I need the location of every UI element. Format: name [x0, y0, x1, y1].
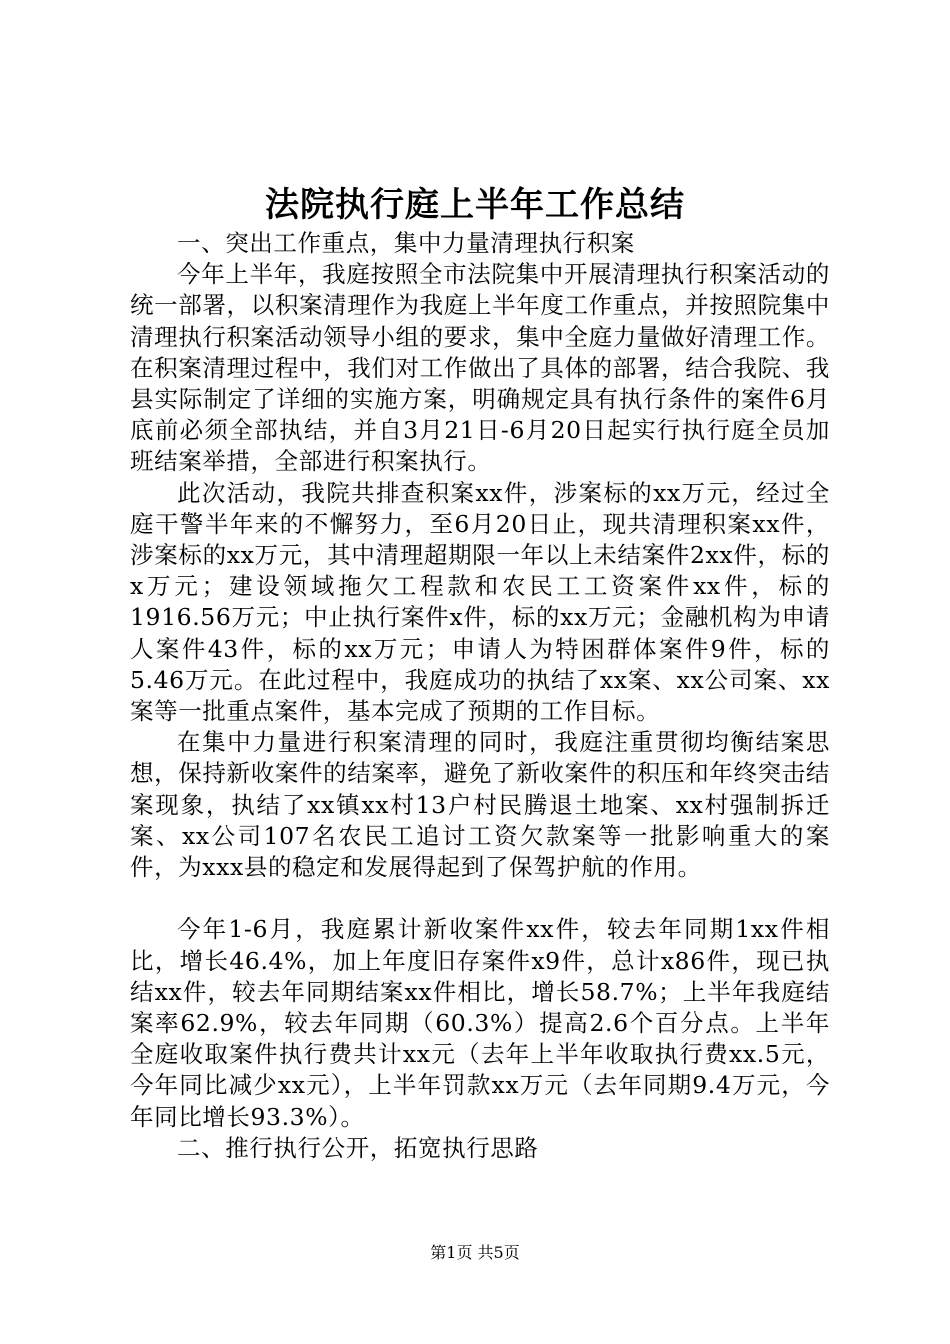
paragraph-1: 今年上半年，我庭按照全市法院集中开展清理执行积案活动的统一部署，以积案清理作为我庭上半年度工作重点，并按照院集中清理执行积案活动领导小组的要求，集中全庭力量做好清理工作。在积案清理过程中，我们对工作做出了具体的部署，结合我院、我县实际制定了详细的实施方案，明确规定具有执行条件的案件6月底前必须全部执结，并自3月21日-6月20日起实行执行庭全员加班结案举措，全部进行积案执行。: [130, 260, 830, 476]
paragraph-2: 此次活动，我院共排查积案xx件，涉案标的xx万元，经过全庭干警半年来的不懈努力，至6月20日止，现共清理积案xx件，涉案标的xx万元，其中清理超期限一年以上未结案件2xx件，标的x万元；建设领域拖欠工程款和农民工工资案件xx件，标的1916.56万元；中止执行案件x件，标的xx万元；金融机构为申请人案件43件，标的xx万元；申请人为特困群体案件9件，标的5.46万元。在此过程中，我庭成功的执结了xx案、xx公司案、xx案等一批重点案件，基本完成了预期的工作目标。: [130, 478, 830, 726]
document-body: [130, 228, 830, 1164]
section-1-heading: 一、突出工作重点，集中力量清理执行积案: [177, 229, 635, 257]
paragraph-spacer: [130, 883, 830, 914]
paragraph-4: 今年1-6月，我庭累计新收案件xx件，较去年同期1xx件相比，增长46.4%，加上年度旧存案件x9件，总计x86件，现已执结xx件，较去年同期结案xx件相比，增长58.7%；上半年我庭结案率62.9%，较去年同期（60.3%）提高2.6个百分点。上半年全庭收取案件执行费共计xx元（去年上半年收取执行费xx.5元，今年同比减少xx元），上半年罚款xx万元（去年同期9.4万元，今年同比增长93.3%）。: [130, 915, 830, 1131]
document-title: 法院执行庭上半年工作总结: [265, 185, 685, 225]
paragraph-3: 在集中力量进行积案清理的同时，我庭注重贯彻均衡结案思想，保持新收案件的结案率，避免了新收案件的积压和年终突击结案现象，执结了xx镇xx村13户村民腾退土地案、xx村强制拆迁案、xx公司107名农民工追讨工资欠款案等一批影响重大的案件，为xxx县的稳定和发展得起到了保驾护航的作用。: [130, 728, 830, 882]
section-2-heading: 二、推行执行公开，拓宽执行思路: [177, 1133, 539, 1162]
page-footer: 第1页 共5页: [430, 1243, 520, 1262]
